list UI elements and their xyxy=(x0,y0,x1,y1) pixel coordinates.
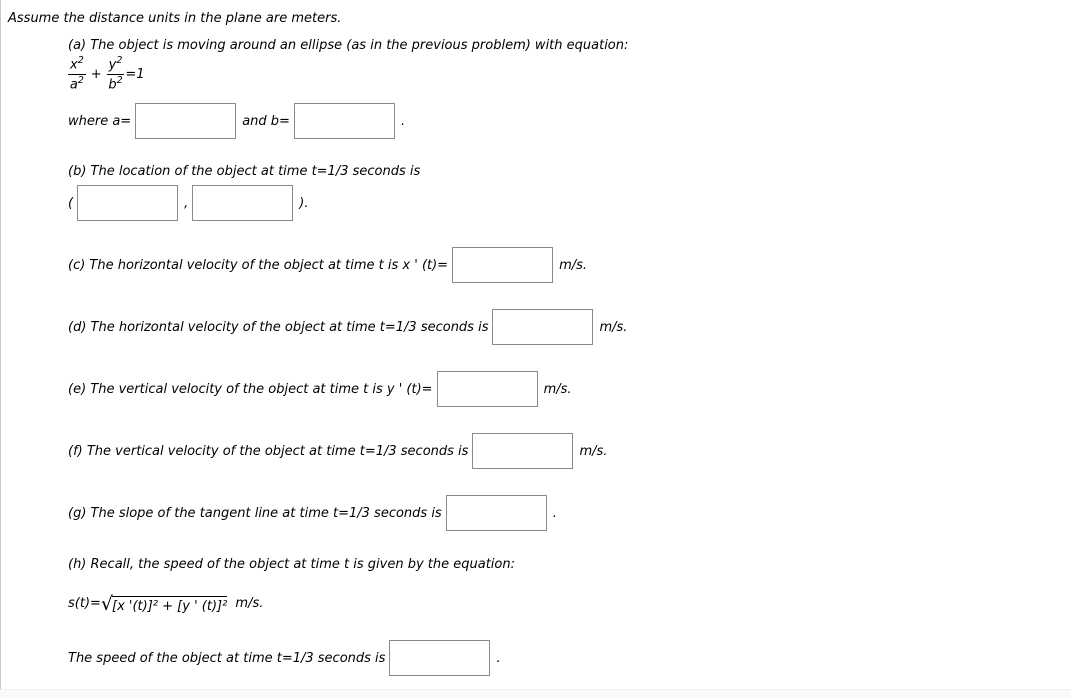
fraction-denominator: $b^2$ xyxy=(108,75,123,93)
part-g-label: (g) The slope of the tangent line at time t=1/3 seconds is xyxy=(68,505,442,521)
location-x-input[interactable] xyxy=(77,185,178,221)
speed-label: The speed of the object at time t=1/3 seconds is xyxy=(68,650,386,666)
formula-unit: m/s. xyxy=(231,596,264,611)
page-bottom-scroll-area xyxy=(0,689,1071,698)
part-d-label: (d) The horizontal velocity of the object at time t=1/3 seconds is xyxy=(68,319,489,335)
unit-label: m/s. xyxy=(579,443,608,459)
part-f-row xyxy=(68,433,607,469)
part-a-answer-row xyxy=(68,103,405,139)
location-y-input[interactable] xyxy=(192,185,293,221)
intro-text: Assume the distance units in the plane are meters. xyxy=(8,11,342,26)
b-input[interactable] xyxy=(294,103,395,139)
part-g-row xyxy=(68,495,557,531)
close-paren: ). xyxy=(299,195,309,211)
part-c-row xyxy=(68,247,587,283)
period: . xyxy=(496,650,501,666)
part-c-label: (c) The horizontal velocity of the object at time t is x ' (t)= xyxy=(68,257,449,273)
speed-input[interactable] xyxy=(389,640,490,676)
period: . xyxy=(552,505,557,521)
comma: , xyxy=(184,195,189,211)
fraction-numerator: $x^2$ xyxy=(68,56,86,75)
open-paren: ( xyxy=(68,195,74,211)
a-input[interactable] xyxy=(135,103,236,139)
fraction-numerator: $y^2$ xyxy=(107,56,125,75)
speed-formula xyxy=(68,593,264,615)
vertical-velocity-third-input[interactable] xyxy=(472,433,573,469)
slope-input[interactable] xyxy=(446,495,547,531)
plus-sign: + xyxy=(90,67,102,83)
part-d-row xyxy=(68,309,627,345)
part-f-label: (f) The vertical velocity of the object at time t=1/3 seconds is xyxy=(68,443,469,459)
where-a-label: where a= xyxy=(68,113,132,129)
part-e-row xyxy=(68,371,572,407)
unit-label: m/s. xyxy=(559,257,588,273)
formula-radicand: [x '(t)]² + [y ' (t)]² xyxy=(112,596,227,614)
part-h-label: (h) Recall, the speed of the object at time t is given by the equation: xyxy=(68,557,515,572)
radical-sign: √ xyxy=(100,593,114,615)
ellipse-equation xyxy=(68,56,145,94)
fraction-y2-over-b2 xyxy=(107,56,125,94)
fraction-x2-over-a2 xyxy=(68,56,86,94)
speed-answer-row xyxy=(68,640,501,676)
period: . xyxy=(400,113,406,129)
horizontal-velocity-third-input[interactable] xyxy=(492,309,593,345)
vertical-velocity-t-input[interactable] xyxy=(437,371,538,407)
equals-one: =1 xyxy=(125,67,145,83)
part-b-label: (b) The location of the object at time t=1/3 seconds is xyxy=(68,164,421,179)
unit-label: m/s. xyxy=(599,319,628,335)
and-b-label: and b= xyxy=(242,113,290,129)
horizontal-velocity-t-input[interactable] xyxy=(452,247,553,283)
fraction-denominator: $a^2$ xyxy=(69,75,84,93)
formula-prefix: s(t)= xyxy=(68,596,101,611)
part-e-label: (e) The vertical velocity of the object at time t is y ' (t)= xyxy=(68,381,433,397)
page-left-border xyxy=(0,0,1,690)
unit-label: m/s. xyxy=(543,381,572,397)
part-b-answer-row xyxy=(68,185,308,221)
part-a-label: (a) The object is moving around an ellipse (as in the previous problem) with equation: xyxy=(68,38,629,53)
